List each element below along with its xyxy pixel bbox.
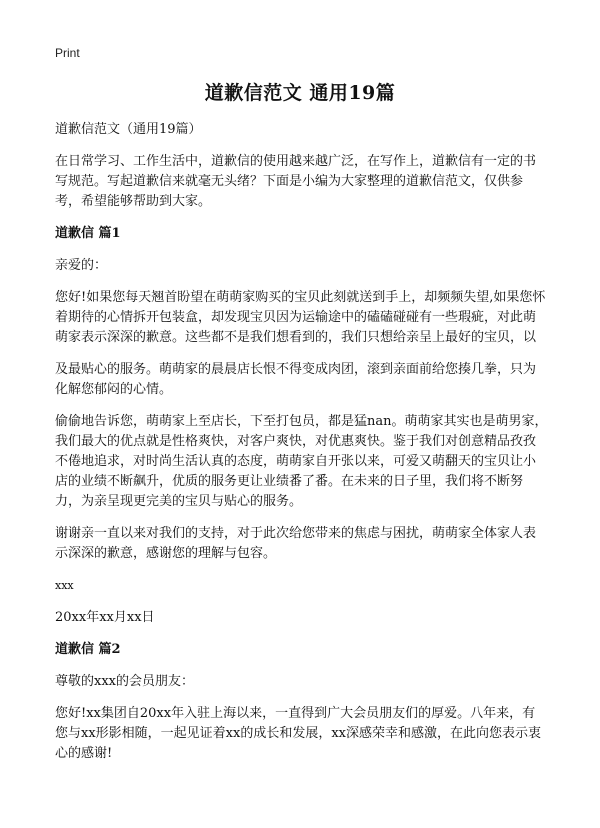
subtitle: 道歉信范文（通用19篇） — [55, 122, 202, 137]
page-title: 道歉信范文 通用19篇 — [204, 82, 396, 104]
salutation-1: 亲爱的： — [55, 258, 108, 273]
paragraph: 您好!如果您每天翘首盼望在萌萌家购买的宝贝此刻就送到手上，却频频失望,如果您怀着期待的心情拆开包装盒，却发现宝贝因为运输途中的磕磕碰碰有一些瑕疵，对此萌萌家表示深深的歉意。这些都不是我们想看到的，我们只想给亲呈上最好的宝贝，以 — [55, 290, 546, 345]
section-heading-1: 道歉信 篇1 — [55, 226, 121, 241]
paragraph: 及最贴心的服务。萌萌家的晨晨店长恨不得变成肉团，滚到亲面前给您揍几拳，只为化解您郁闷的心情。 — [55, 362, 537, 397]
date: 20xx年xx月xx日 — [55, 610, 155, 625]
salutation-2: 尊敬的xxx的会员朋友： — [55, 674, 194, 689]
intro-paragraph: 在日常学习、工作生活中，道歉信的使用越来越广泛，在写作上，道歉信有一定的书写规范。写起道歉信来就毫无头绪？下面是小编为大家整理的道歉信范文，仅供参考，希望能够帮助到大家。 — [55, 154, 537, 209]
section-heading-2: 道歉信 篇2 — [55, 642, 121, 657]
print-label[interactable]: Print — [55, 46, 80, 60]
paragraph: 偷偷地告诉您，萌萌家上至店长，下至打包员，都是猛nan。萌萌家其实也是萌男家，我们最大的优点就是性格爽快，对客户爽快，对优惠爽快。鉴于我们对创意精品孜孜不倦地追求，对时尚生活认真的态度，萌萌家自开张以来，可爱又萌翻天的宝贝让小店的业绩不断飙升，优质的服务更让业绩番了番。在未来的日子里，我们将不断努力，为亲呈现更完美的宝贝与贴心的服务。 — [55, 414, 548, 509]
paragraph: 谢谢亲一直以来对我们的支持，对于此次给您带来的焦虑与困扰，萌萌家全体家人表示深深的歉意，感谢您的理解与包容。 — [55, 526, 537, 561]
signature: xxx — [55, 579, 74, 592]
paragraph: 您好!xx集团自20xx年入驻上海以来，一直得到广大会员朋友们的厚爱。八年来，有您与xx形影相随，一起见证着xx的成长和发展，xx深感荣幸和感激，在此向您表示衷心的感谢! — [55, 706, 541, 761]
document-body — [55, 120, 548, 776]
